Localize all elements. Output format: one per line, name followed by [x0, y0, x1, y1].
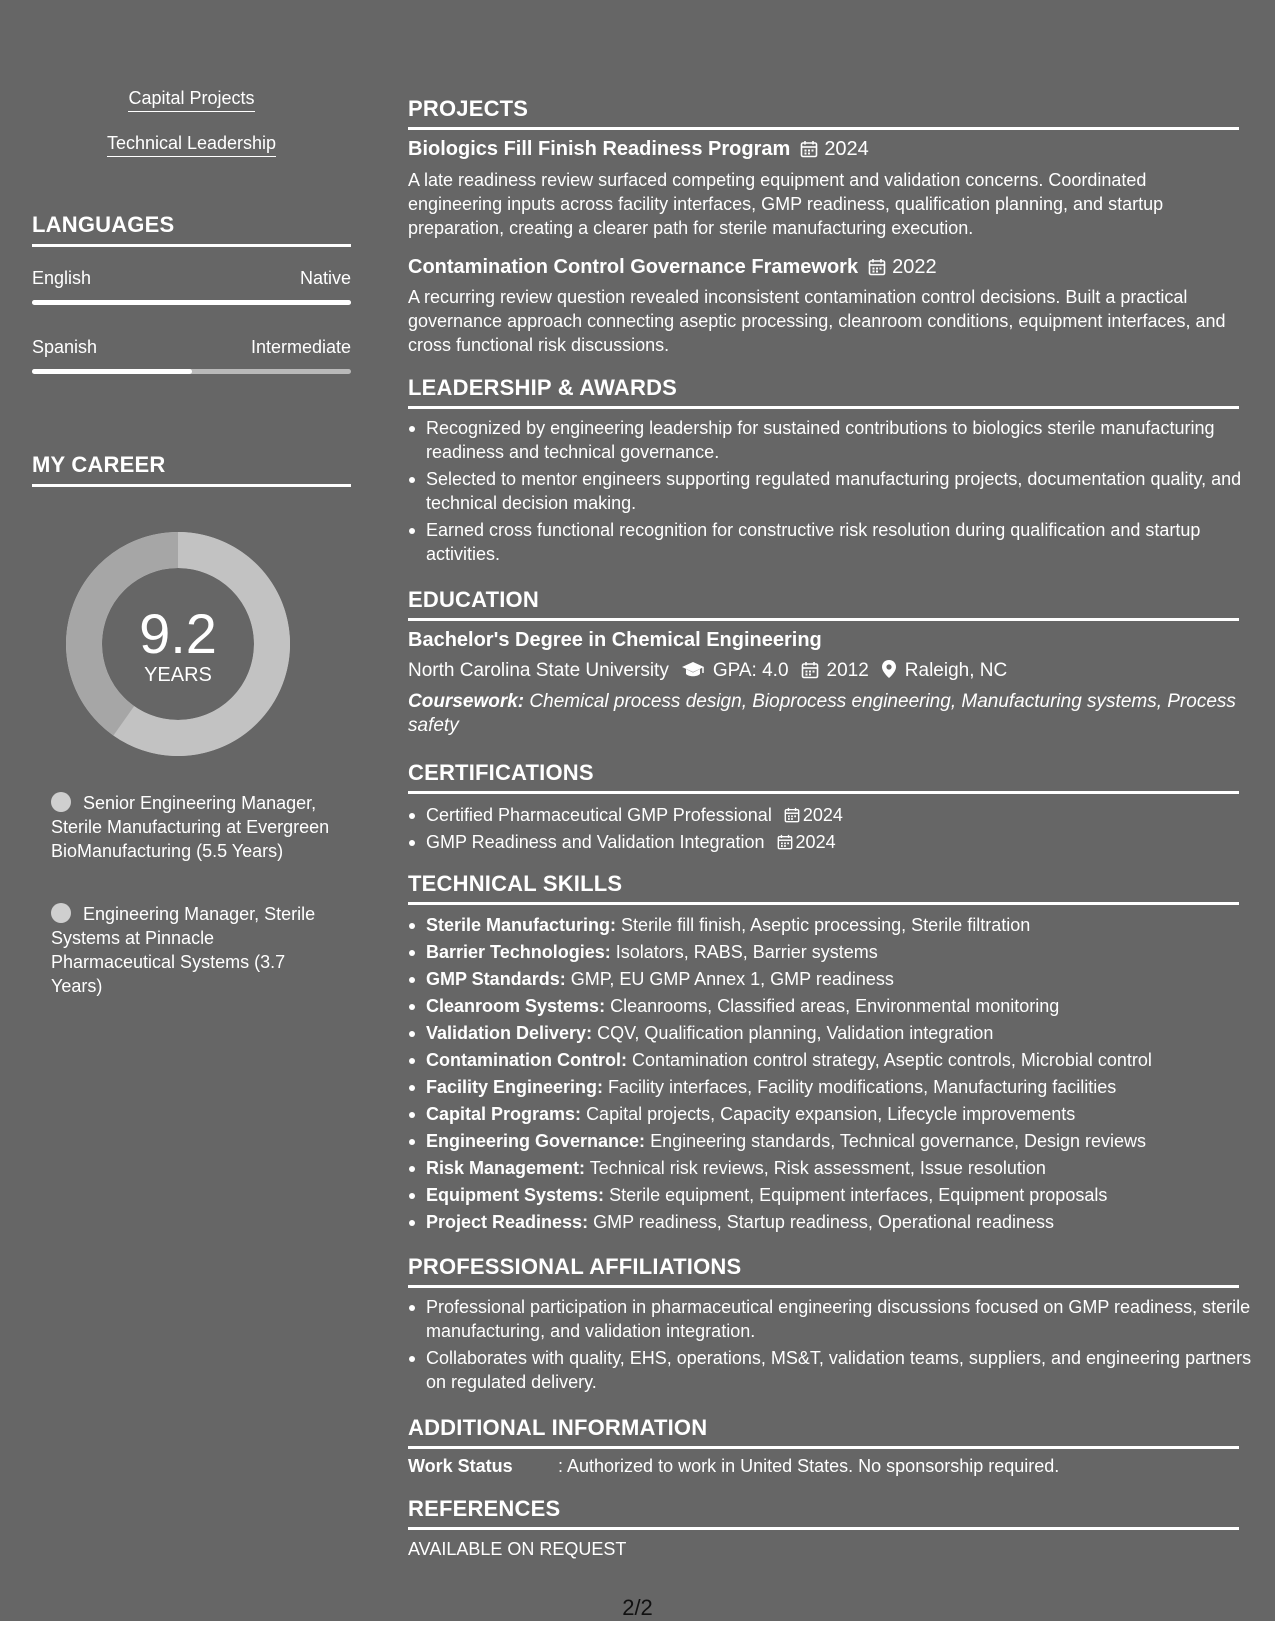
career-dot-icon	[51, 903, 71, 923]
language-level: Intermediate	[250, 337, 351, 357]
list-item: Capital Programs: Capital projects, Capacity expansion, Lifecycle improvements	[426, 1102, 1257, 1126]
calendar-icon	[800, 140, 818, 158]
certifications-heading: CERTIFICATIONS	[408, 760, 1239, 794]
references-heading: REFERENCES	[408, 1496, 1239, 1530]
affiliations-list	[408, 1295, 1257, 1394]
education-meta	[408, 659, 1007, 682]
project-title: Biologics Fill Finish Readiness Program 2024	[408, 138, 869, 160]
career-heading: MY CAREER	[32, 452, 351, 487]
language-bar-spanish	[32, 369, 351, 374]
list-item: Risk Management: Technical risk reviews, Risk assessment, Issue resolution	[426, 1156, 1257, 1180]
list-item: Recognized by engineering leadership for sustained contributions to biologics sterile manufacturing readiness and technical governance.	[426, 416, 1257, 464]
list-item: GMP Readiness and Validation Integration 2024	[426, 830, 1257, 854]
project-title: Contamination Control Governance Framework 2022	[408, 256, 937, 278]
education-location: Raleigh, NC	[904, 660, 1008, 681]
career-total-unit: YEARS	[144, 664, 212, 686]
list-item: Validation Delivery: CQV, Qualification planning, Validation integration	[426, 1021, 1257, 1045]
education-gpa: GPA: 4.0	[712, 660, 789, 681]
language-name: English	[32, 268, 92, 288]
affiliations-heading: PROFESSIONAL AFFILIATIONS	[408, 1254, 1239, 1288]
list-item: Contamination Control: Contamination control strategy, Aseptic controls, Microbial control	[426, 1048, 1257, 1072]
leadership-heading: LEADERSHIP & AWARDS	[408, 375, 1239, 409]
strength-item: Technical Leadership	[32, 133, 351, 154]
strength-item: Capital Projects	[32, 88, 351, 109]
leadership-list	[408, 416, 1257, 566]
language-bar-fill	[32, 369, 192, 374]
location-pin-icon	[881, 659, 897, 679]
coursework-label: Coursework:	[408, 691, 525, 712]
education-coursework: Coursework: Chemical process design, Bioprocess engineering, Manufacturing systems, Process safety	[408, 691, 1236, 736]
education-degree: Bachelor's Degree in Chemical Engineering	[408, 629, 822, 651]
list-item: Cleanroom Systems: Cleanrooms, Classified areas, Environmental monitoring	[426, 994, 1257, 1018]
language-level: Native	[299, 268, 351, 288]
calendar-icon	[777, 834, 793, 850]
work-status-value: : Authorized to work in United States. No sponsorship required.	[558, 1456, 1060, 1476]
language-name: Spanish	[32, 337, 98, 357]
career-dot-icon	[51, 792, 71, 812]
calendar-icon	[801, 661, 819, 679]
list-item: Certified Pharmaceutical GMP Professional 2024	[426, 803, 1257, 827]
languages-heading: LANGUAGES	[32, 212, 351, 247]
calendar-icon	[784, 807, 800, 823]
education-year: 2012	[826, 660, 869, 681]
career-item: Senior Engineering Manager, Sterile Manufacturing at Evergreen BioManufacturing (5.5 Years)	[51, 793, 330, 861]
list-item: Collaborates with quality, EHS, operations, MS&T, validation teams, suppliers, and engineering partners on regulated delivery.	[426, 1346, 1257, 1394]
list-item: GMP Standards: GMP, EU GMP Annex 1, GMP readiness	[426, 967, 1257, 991]
project-year: 2024	[824, 138, 869, 160]
skills-heading: TECHNICAL SKILLS	[408, 871, 1239, 905]
career-item: Engineering Manager, Sterile Systems at Pinnacle Pharmaceutical Systems (3.7 Years)	[51, 904, 316, 996]
additional-info-heading: ADDITIONAL INFORMATION	[408, 1415, 1239, 1449]
list-item: Earned cross functional recognition for constructive risk resolution during qualification and startup activities.	[426, 518, 1257, 566]
education-heading: EDUCATION	[408, 587, 1239, 621]
calendar-icon	[868, 258, 886, 276]
projects-heading: PROJECTS	[408, 96, 1239, 130]
language-bar-fill	[32, 300, 351, 305]
list-item: Selected to mentor engineers supporting regulated manufacturing projects, documentation quality, and technical decision making.	[426, 467, 1257, 515]
project-description: A late readiness review surfaced competing equipment and validation concerns. Coordinated engineering inputs across facility interfaces, GMP readiness, qualification planning, and startup preparation, creating a clearer path for sterile manufacturing execution.	[408, 170, 1164, 238]
list-item: Facility Engineering: Facility interfaces, Facility modifications, Manufacturing facilities	[426, 1075, 1257, 1099]
list-item: Sterile Manufacturing: Sterile fill finish, Aseptic processing, Sterile filtration	[426, 913, 1257, 937]
certifications-list	[408, 803, 1257, 857]
list-item: Barrier Technologies: Isolators, RABS, Barrier systems	[426, 940, 1257, 964]
education-school: North Carolina State University	[408, 660, 669, 681]
work-status-label: Work Status	[408, 1456, 513, 1476]
list-item: Equipment Systems: Sterile equipment, Equipment interfaces, Equipment proposals	[426, 1183, 1257, 1207]
language-bar-english	[32, 300, 351, 305]
project-year: 2022	[892, 256, 937, 278]
list-item: Engineering Governance: Engineering standards, Technical governance, Design reviews	[426, 1129, 1257, 1153]
career-total-years: 9.2	[139, 602, 217, 665]
page-number: 2/2	[622, 1595, 653, 1620]
references-text: AVAILABLE ON REQUEST	[408, 1539, 627, 1559]
skills-list	[408, 913, 1257, 1237]
project-description: A recurring review question revealed inconsistent contamination control decisions. Built a practical governance approach connecting aseptic processing, cleanroom conditions, equipment interfaces, and cross functional risk discussions.	[408, 287, 1226, 355]
list-item: Professional participation in pharmaceutical engineering discussions focused on GMP readiness, sterile manufacturing, and validation integration.	[426, 1295, 1257, 1343]
graduation-cap-icon	[681, 661, 705, 679]
list-item: Project Readiness: GMP readiness, Startup readiness, Operational readiness	[426, 1210, 1257, 1234]
